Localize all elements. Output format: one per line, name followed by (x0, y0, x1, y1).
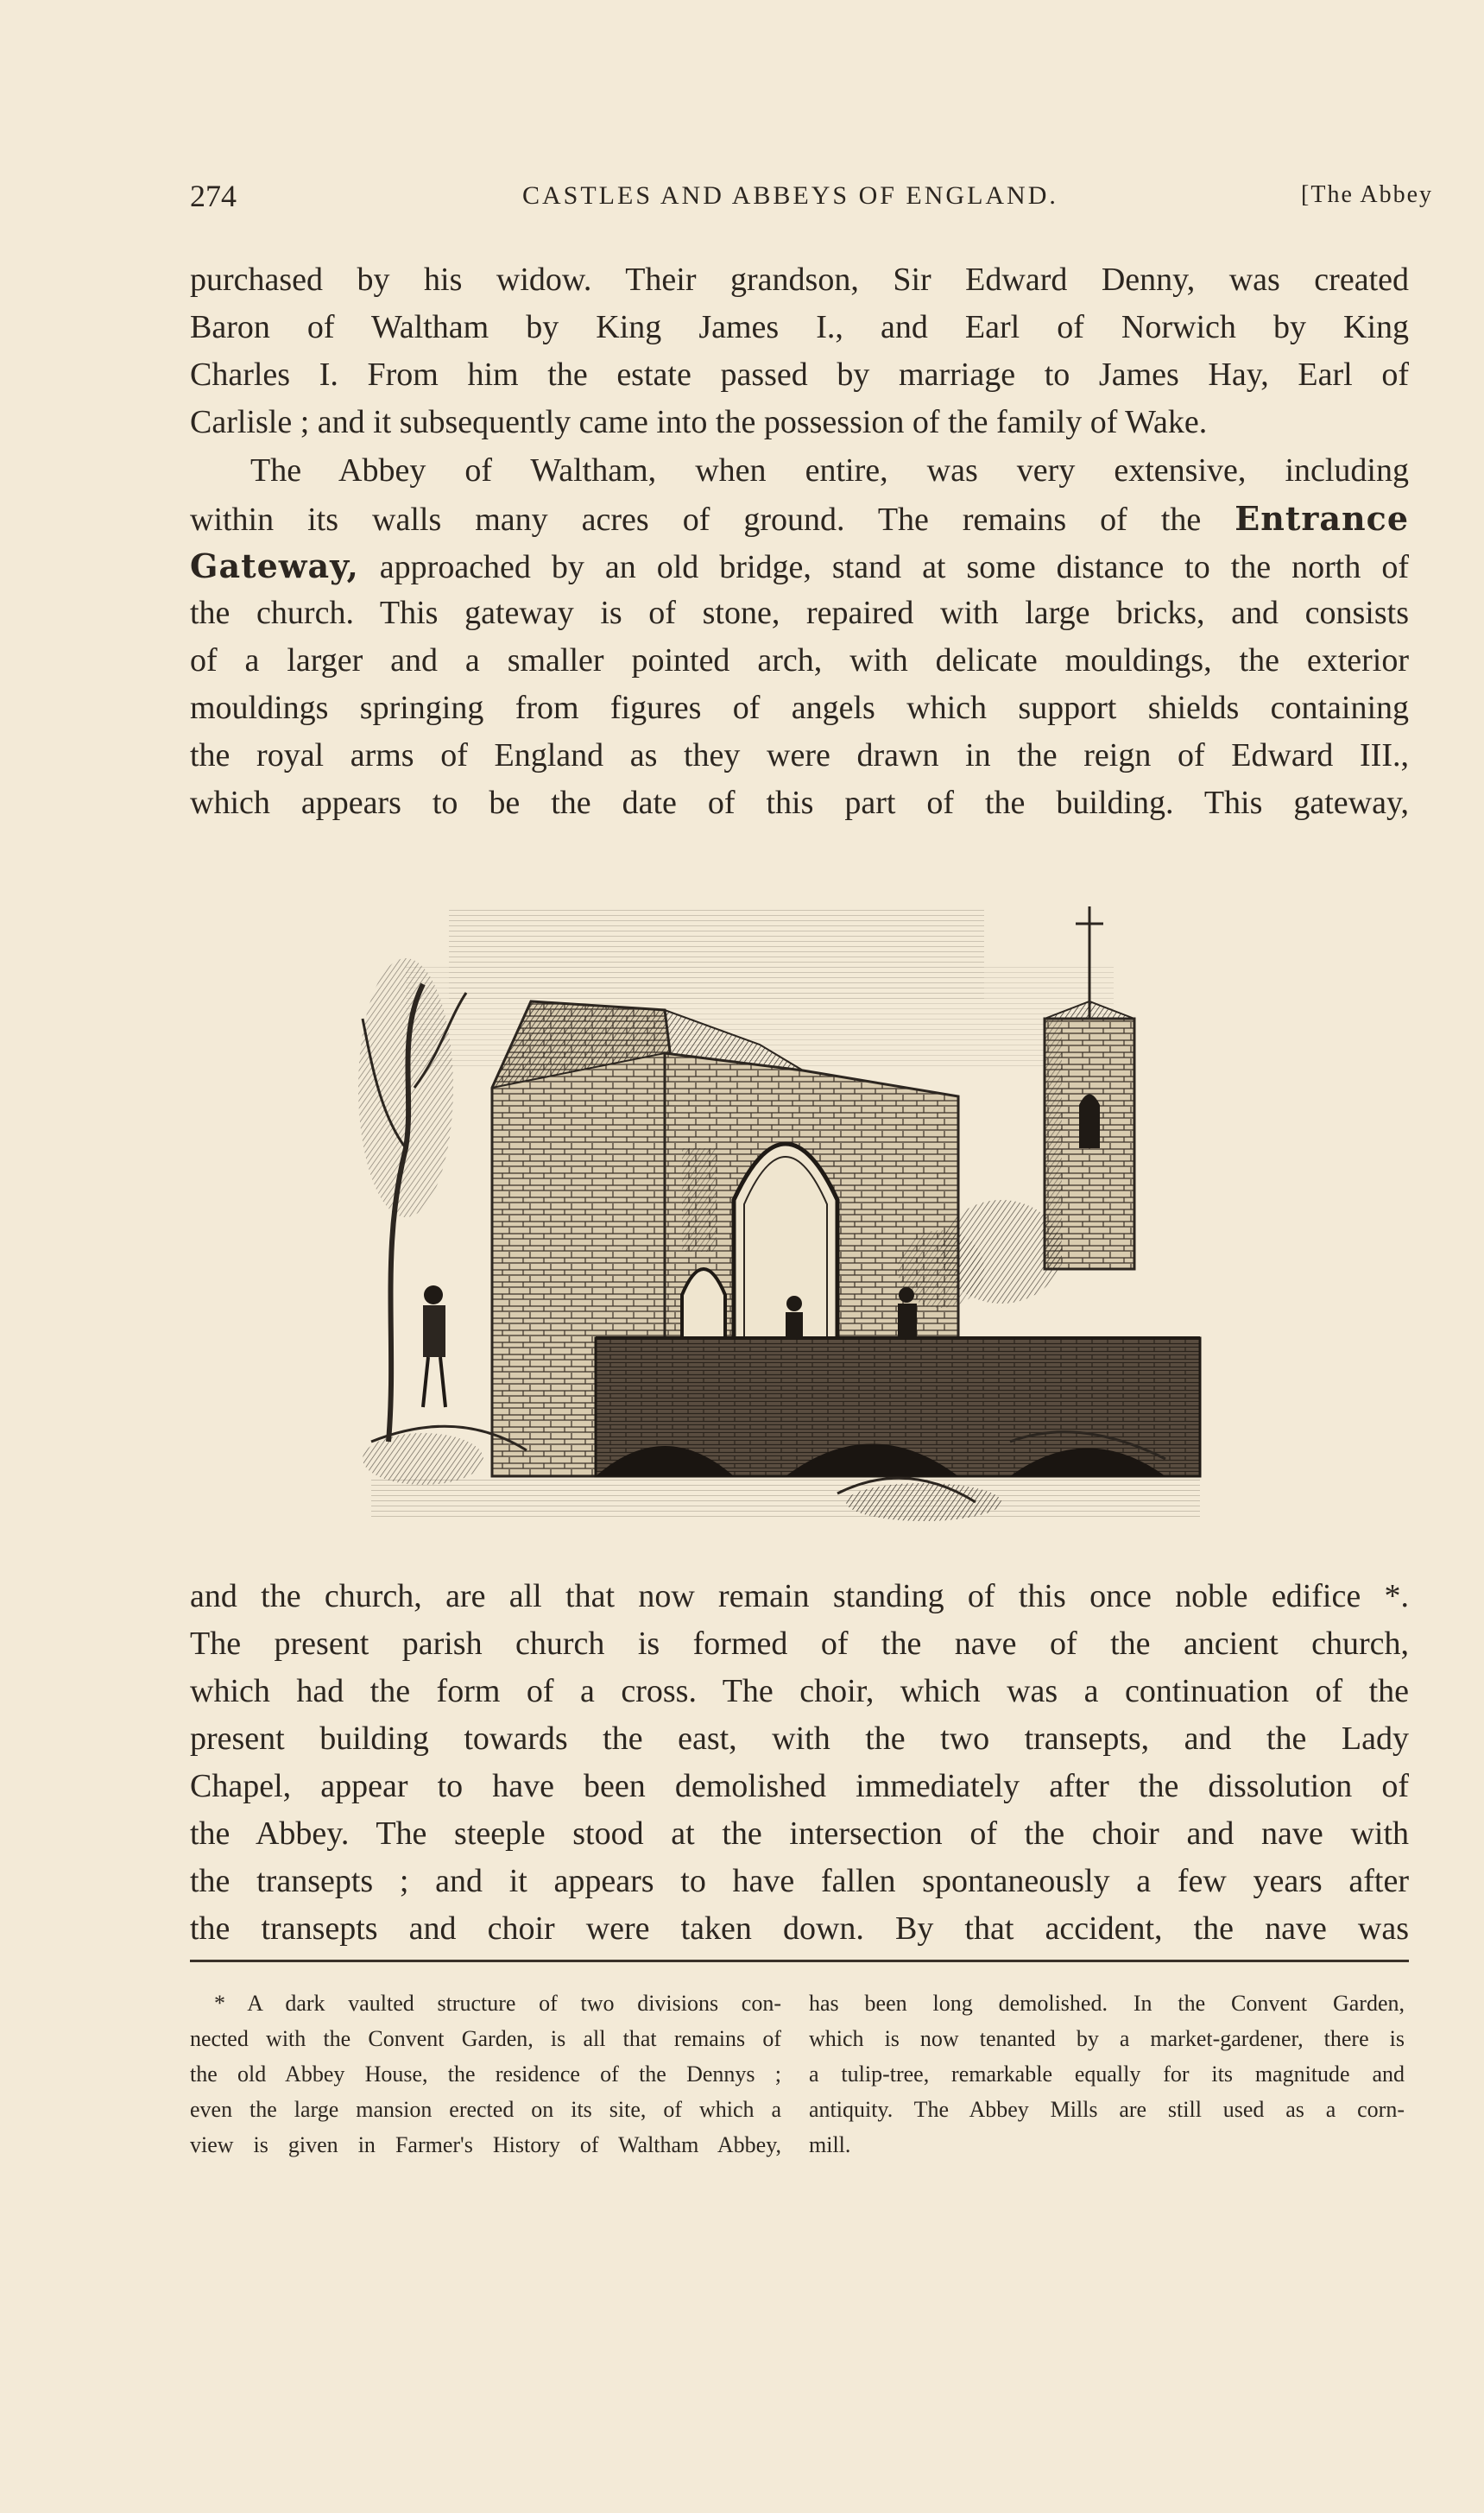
paragraph-1 (190, 256, 1409, 446)
footnote-line: the old Abbey House, the residence of the Dennys ; (190, 2062, 781, 2087)
footnote-line: nected with the Convent Garden, is all that remains of (190, 2026, 781, 2051)
text-line: of a larger and a smaller pointed arch, with delicate mouldings, the exterior (190, 642, 1409, 679)
bridge (596, 1338, 1200, 1476)
text-line: the royal arms of England as they were drawn in the reign of Edward III., (190, 737, 1409, 773)
footnote-divider (190, 1960, 1409, 1962)
text-line: which had the form of a cross. The choir, which was a continuation of the (190, 1673, 1409, 1709)
running-title: CASTLES AND ABBEYS OF ENGLAND. (522, 181, 1058, 210)
text-line: the Abbey. The steeple stood at the intersection of the choir and nave with (190, 1815, 1409, 1852)
text-line: the transepts ; and it appears to have fallen spontaneously a few years after (190, 1863, 1409, 1899)
footnote-column-left (190, 1986, 781, 2163)
section-heading: [The Abbey (1301, 181, 1433, 208)
text-line: the church. This gateway is of stone, repaired with large bricks, and consists (190, 595, 1409, 631)
text-line: Baron of Waltham by King James I., and Earl of Norwich by King (190, 309, 1409, 345)
footnote-line: a tulip-tree, remarkable equally for its magnitude and (809, 2062, 1405, 2087)
text-line: which appears to be the date of this part of the building. This gateway, (190, 785, 1409, 821)
running-header (190, 178, 1433, 221)
text-line: Charles I. From him the estate passed by marriage to James Hay, Earl of (190, 357, 1409, 393)
paragraph-2 (190, 447, 1409, 827)
engraving-entrance-gateway (354, 889, 1226, 1528)
footnote-column-right (809, 1986, 1405, 2163)
footnote-line: has been long demolished. In the Convent Garden, (809, 1991, 1405, 2016)
text-line: Carlisle ; and it subsequently came into the possession of the family of Wake. (190, 404, 1208, 440)
footnote-line: mill. (809, 2132, 851, 2157)
church-tower (1045, 906, 1134, 1269)
footnote-line: antiquity. The Abbey Mills are still used as a corn- (809, 2097, 1405, 2122)
text-line: the transepts and choir were taken down. By that accident, the nave was (190, 1910, 1409, 1947)
text-line (190, 495, 1409, 542)
text-run: within its walls many acres of ground. The remains of the (190, 502, 1235, 538)
footnote-line: even the large mansion erected on its site, of which a (190, 2097, 781, 2122)
text-line: purchased by his widow. Their grandson, Sir Edward Denny, was created (190, 262, 1409, 298)
text-line: The present parish church is formed of the nave of the ancient church, (190, 1626, 1409, 1662)
text-line: mouldings springing from figures of angels which support shields containing (190, 690, 1409, 726)
page-number: 274 (190, 179, 237, 213)
text-line: Chapel, appear to have been demolished immediately after the dissolution of (190, 1768, 1409, 1804)
text-run: approached by an old bridge, stand at some distance to the north of (358, 549, 1409, 585)
text-line: The Abbey of Waltham, when entire, was very extensive, including (250, 452, 1409, 489)
text-line: present building towards the east, with the two transepts, and the Lady (190, 1721, 1409, 1757)
blackletter-word: Gateway, (190, 546, 359, 585)
footnote-line: * A dark vaulted structure of two divisions con- (214, 1991, 781, 2016)
paragraph-3 (190, 1573, 1409, 1953)
text-line: and the church, are all that now remain standing of this once noble edifice *. (190, 1578, 1409, 1614)
blackletter-word: Entrance (1235, 499, 1409, 538)
text-line (190, 542, 1409, 590)
footnote-line: view is given in Farmer's History of Waltham Abbey, (190, 2132, 781, 2157)
footnote-line: which is now tenanted by a market-gardener, there is (809, 2026, 1405, 2051)
